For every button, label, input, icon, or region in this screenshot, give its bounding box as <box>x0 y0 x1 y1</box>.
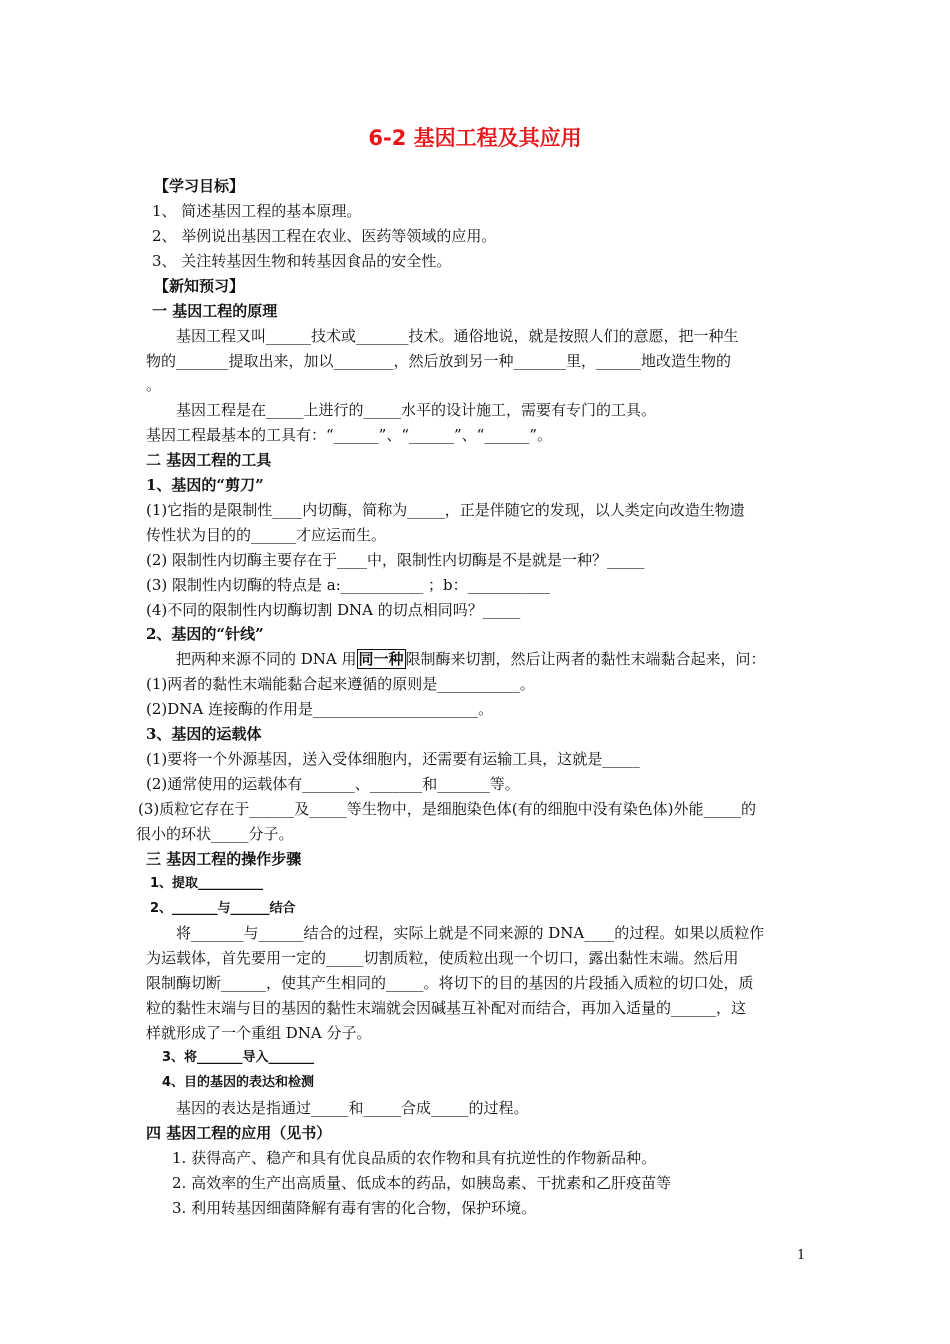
step-heading: 3、将_______导入_______ <box>162 1050 315 1065</box>
section-heading: 【学习目标】 <box>154 177 245 195</box>
boxed-text: 同一种 <box>358 650 404 668</box>
paragraph-line: (2)通常使用的运载体有_______、_______和_______等。 <box>146 775 520 793</box>
paragraph-line: 为运载体，首先要用一定的_____切割质粒，使质粒出现一个切口，露出黏性末端。然后用 <box>146 949 739 967</box>
section-heading: 【新知预习】 <box>154 277 245 295</box>
paragraph-line: 限制酶切断______，使其产生相同的_____。将切下的目的基因的片段插入质粒的切口处，质 <box>146 974 754 992</box>
paragraph-line: 将_______与______结合的过程，实际上就是不同来源的 DNA____的过程。如果以质粒作 <box>176 924 765 942</box>
paragraph-line: (2) 限制性内切酶主要存在于____中，限制性内切酶是不是就是一种？_____ <box>146 551 645 569</box>
objective-item: 2、 举例说出基因工程在农业、医药等领域的应用。 <box>152 227 497 245</box>
subsection-heading: 2、基因的“针线” <box>146 625 264 643</box>
paragraph-line: 。 <box>146 376 162 394</box>
paragraph-line: 基因工程又叫______技术或_______技术。通俗地说，就是按照人们的意愿，把一种生 <box>176 327 739 345</box>
paragraph-line: 粒的黏性末端与目的基因的黏性末端就会因碱基互补配对而结合，再加入适量的______，这 <box>146 999 747 1017</box>
paragraph-line: 基因工程最基本的工具有：“______”、“______”、“______”。 <box>146 426 553 444</box>
application-item: 1. 获得高产、稳产和具有优良品质的农作物和具有抗逆性的作物新品种。 <box>172 1149 657 1167</box>
paragraph-line: 基因工程是在_____上进行的_____水平的设计施工，需要有专门的工具。 <box>176 401 657 419</box>
paragraph-line: 很小的环状_____分子。 <box>136 825 294 843</box>
paragraph-line: (1)要将一个外源基因，送入受体细胞内，还需要有运输工具，这就是_____ <box>146 750 640 768</box>
paragraph-line: (2)DNA 连接酶的作用是______________________。 <box>146 700 494 718</box>
paragraph-text: 把两种来源不同的 DNA 用 <box>176 650 357 668</box>
step-heading: 4、目的基因的表达和检测 <box>162 1075 315 1090</box>
objective-item: 1、 简述基因工程的基本原理。 <box>152 202 362 220</box>
subsection-heading: 3、基因的运载体 <box>146 725 262 743</box>
section-heading: 一 基因工程的原理 <box>152 302 278 320</box>
page-number: 1 <box>797 1248 806 1263</box>
paragraph-line <box>176 649 766 669</box>
section-heading: 二 基因工程的工具 <box>146 451 272 469</box>
subsection-heading: 1、基因的“剪刀” <box>146 476 264 494</box>
paragraph-line: 物的_______提取出来，加以________，然后放到另一种_______里，______地改造生物的 <box>146 352 732 370</box>
paragraph-line: 传性状为目的的______才应运而生。 <box>146 526 387 544</box>
application-item: 2. 高效率的生产出高质量、低成本的药品，如胰岛素、干扰素和乙肝疫苗等 <box>172 1174 672 1192</box>
objective-item: 3、 关注转基因生物和转基因食品的安全性。 <box>152 252 452 270</box>
step-heading: 2、_______与______结合 <box>150 901 296 916</box>
page-title: 6-2 基因工程及其应用 <box>368 126 582 150</box>
paragraph-line: 样就形成了一个重组 DNA 分子。 <box>146 1024 372 1042</box>
step-heading: 1、提取__________ <box>150 876 264 891</box>
paragraph-line: (4)不同的限制性内切酶切割 DNA 的切点相同吗？_____ <box>146 601 521 619</box>
paragraph-line: (1)两者的黏性末端能黏合起来遵循的原则是___________。 <box>146 675 535 693</box>
paragraph-line: (3)质粒它存在于______及_____等生物中，是细胞染色体(有的细胞中没有染色体)外能_____的 <box>138 800 756 818</box>
paragraph-line: (1)它指的是限制性____内切酶，简称为_____，正是伴随它的发现，以人类定向改造生物遗 <box>146 501 745 519</box>
paragraph-line: 基因的表达是指通过_____和_____合成_____的过程。 <box>176 1099 529 1117</box>
section-heading: 三 基因工程的操作步骤 <box>146 850 302 868</box>
section-heading: 四 基因工程的应用（见书） <box>146 1124 332 1142</box>
paragraph-text: 限制酶来切割，然后让两者的黏性末端黏合起来，问： <box>405 650 766 668</box>
paragraph-line: (3) 限制性内切酶的特点是 a:___________ ；b：___________ <box>146 576 551 594</box>
application-item: 3. 利用转基因细菌降解有毒有害的化合物，保护环境。 <box>172 1199 537 1217</box>
